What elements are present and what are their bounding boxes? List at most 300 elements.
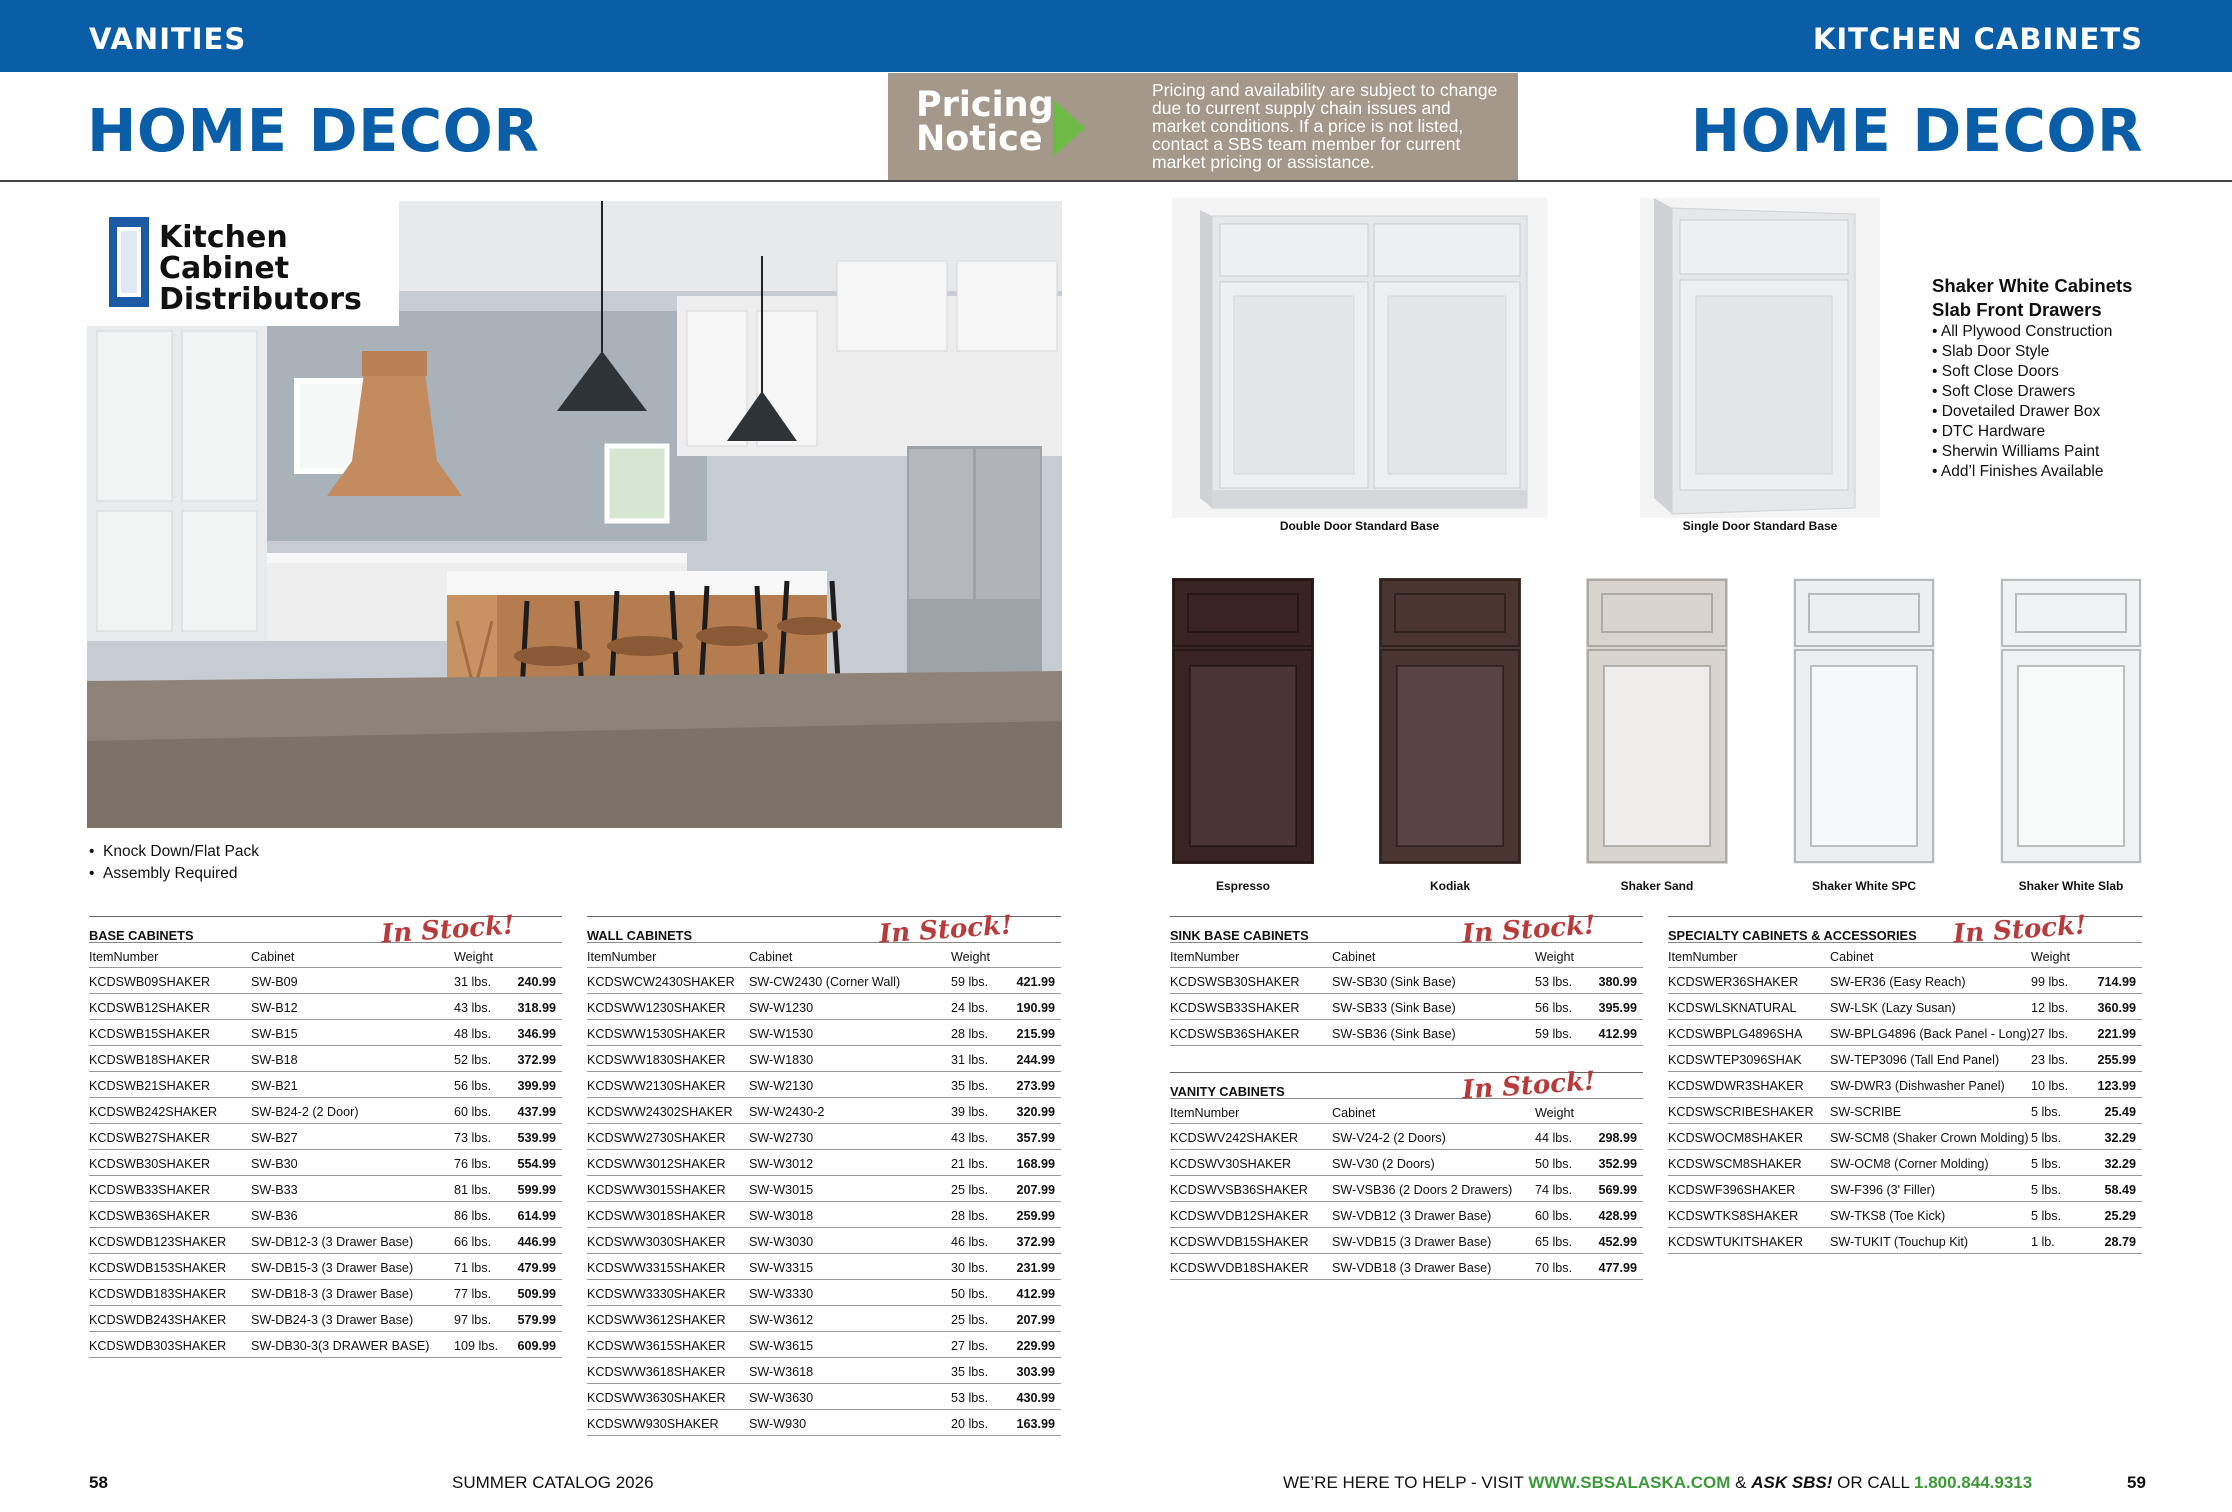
table-row — [89, 1306, 562, 1332]
price: 259.99 — [1016, 1209, 1055, 1223]
finish-swatch-caption: Shaker Sand — [1620, 879, 1694, 893]
table-row — [1668, 968, 2142, 994]
section-label-vanities: VANITIES — [89, 22, 247, 56]
weight: 5 lbs. — [2031, 1209, 2062, 1223]
price: 168.99 — [1016, 1157, 1055, 1171]
price: 569.99 — [1598, 1183, 1637, 1197]
weight: 53 lbs. — [1535, 975, 1573, 989]
page-title-right: HOME DECOR — [1690, 96, 2143, 165]
price: 303.99 — [1016, 1365, 1055, 1379]
table-header-row — [1668, 943, 2142, 968]
arrow-icon — [1053, 99, 1085, 157]
table-row — [89, 1280, 562, 1306]
weight: 59 lbs. — [951, 975, 989, 989]
table-row — [89, 1176, 562, 1202]
cabinet-name: SW-B18 — [251, 1053, 298, 1067]
weight: 44 lbs. — [1535, 1131, 1573, 1145]
column-header-item: ItemNumber — [1170, 1106, 1240, 1120]
finish-swatch-shaker-sand — [1586, 578, 1728, 864]
table-row — [89, 1020, 562, 1046]
item-number: KCDSWV242SHAKER — [1170, 1131, 1299, 1145]
features-title-2: Slab Front Drawers — [1932, 299, 2102, 320]
feature-item: • Add’l Finishes Available — [1932, 463, 2104, 480]
cabinet-name: SW-W1830 — [749, 1053, 814, 1067]
item-number: KCDSWB242SHAKER — [89, 1105, 218, 1119]
weight: 59 lbs. — [1535, 1027, 1573, 1041]
table-row — [587, 1150, 1061, 1176]
column-header-weight: Weight — [1535, 1106, 1574, 1120]
cabinet-name: SW-VSB36 (2 Doors 2 Drawers) — [1332, 1183, 1513, 1197]
weight: 1 lb. — [2031, 1235, 2055, 1249]
table-row — [89, 1072, 562, 1098]
item-number: KCDSWB27SHAKER — [89, 1131, 211, 1145]
cabinet-name: SW-OCM8 (Corner Molding) — [1830, 1157, 1989, 1171]
cabinet-name: SW-TEP3096 (Tall End Panel) — [1830, 1053, 2000, 1067]
header-divider — [0, 180, 2232, 182]
in-stock-label: In Stock! — [878, 910, 1014, 950]
table-row — [1170, 968, 1643, 994]
weight: 86 lbs. — [454, 1209, 492, 1223]
cabinet-name: SW-B15 — [251, 1027, 298, 1041]
table-row — [1668, 1228, 2142, 1254]
in-stock-label: In Stock! — [1952, 910, 2088, 950]
item-number: KCDSWW3630SHAKER — [587, 1391, 726, 1405]
item-number: KCDSWW1830SHAKER — [587, 1053, 726, 1067]
item-number: KCDSWCW2430SHAKER — [587, 975, 735, 989]
footer-phone[interactable]: 1.800.844.9313 — [1914, 1473, 2033, 1492]
table-header-row — [1170, 1099, 1643, 1124]
price: 123.99 — [2097, 1079, 2136, 1093]
table-row — [587, 1202, 1061, 1228]
table-row — [587, 1098, 1061, 1124]
cabinet-name: SW-SB33 (Sink Base) — [1332, 1001, 1456, 1015]
weight: 31 lbs. — [951, 1053, 989, 1067]
finish-swatch-shaker-white-spc — [1793, 578, 1935, 864]
item-number: KCDSWSB30SHAKER — [1170, 975, 1300, 989]
double-door-base-image — [1172, 198, 1547, 518]
price: 207.99 — [1016, 1183, 1055, 1197]
item-number: KCDSWW3618SHAKER — [587, 1365, 726, 1379]
page-title-left: HOME DECOR — [87, 96, 540, 165]
table-row — [1668, 1098, 2142, 1124]
table-header-row — [587, 943, 1061, 968]
column-header-cabinet: Cabinet — [749, 950, 793, 964]
cabinet-name: SW-W3012 — [749, 1157, 814, 1171]
table-row — [587, 1176, 1061, 1202]
price: 452.99 — [1598, 1235, 1637, 1249]
price: 221.99 — [2097, 1027, 2136, 1041]
price: 430.99 — [1016, 1391, 1055, 1405]
item-number: KCDSWW2130SHAKER — [587, 1079, 726, 1093]
table-row — [1668, 1202, 2142, 1228]
weight: 5 lbs. — [2031, 1105, 2062, 1119]
table-row — [89, 1332, 562, 1358]
cabinet-name: SW-W2730 — [749, 1131, 814, 1145]
table-row — [587, 1306, 1061, 1332]
logo-text-line1: Kitchen — [159, 220, 288, 255]
table-row — [89, 1150, 562, 1176]
weight: 97 lbs. — [454, 1313, 492, 1327]
price: 614.99 — [517, 1209, 556, 1223]
price: 320.99 — [1016, 1105, 1055, 1119]
in-stock-label: In Stock! — [1461, 1066, 1597, 1106]
section-label-kitchen-cabinets: KITCHEN CABINETS — [1812, 22, 2143, 56]
cabinet-name: SW-SCRIBE — [1830, 1105, 1902, 1119]
item-number: KCDSWLSKNATURAL — [1668, 1001, 1797, 1015]
double-door-base-caption: Double Door Standard Base — [1279, 519, 1440, 533]
cabinet-name: SW-B36 — [251, 1209, 298, 1223]
price: 32.29 — [2104, 1157, 2136, 1171]
specialty-cabinets-table — [1668, 910, 2142, 1254]
footer-url-link[interactable]: WWW.SBSALASKA.COM — [1528, 1473, 1731, 1492]
photo-note-1: • Knock Down/Flat Pack — [89, 843, 259, 860]
feature-item: • DTC Hardware — [1932, 423, 2046, 440]
feature-item: • Slab Door Style — [1932, 343, 2050, 360]
table-header-row — [89, 943, 562, 968]
cabinet-name: SW-BPLG4896 (Back Panel - Long) — [1830, 1027, 2031, 1041]
price: 207.99 — [1016, 1313, 1055, 1327]
pricing-notice-message: Pricing and availability are subject to change due to current supply chain issues and market conditions. If a price is not listed, contact a SBS team member for current market pricing or assistance. — [1152, 80, 1498, 172]
table-row — [1170, 994, 1643, 1020]
table-row — [1668, 1020, 2142, 1046]
logo-text-line3: Distributors — [159, 282, 362, 317]
single-door-base-image — [1640, 198, 1880, 518]
weight: 77 lbs. — [454, 1287, 492, 1301]
cabinet-name: SW-W3630 — [749, 1391, 814, 1405]
cabinet-name: SW-W1230 — [749, 1001, 814, 1015]
price: 357.99 — [1016, 1131, 1055, 1145]
column-header-weight: Weight — [454, 950, 493, 964]
table-row — [587, 1280, 1061, 1306]
table-row — [89, 994, 562, 1020]
price: 25.29 — [2104, 1209, 2136, 1223]
item-number: KCDSWSB36SHAKER — [1170, 1027, 1300, 1041]
table-row — [587, 994, 1061, 1020]
column-header-weight: Weight — [2031, 950, 2070, 964]
item-number: KCDSWB30SHAKER — [89, 1157, 211, 1171]
finish-swatch-caption: Shaker White SPC — [1811, 879, 1917, 893]
item-number: KCDSWF396SHAKER — [1668, 1183, 1796, 1197]
price: 395.99 — [1598, 1001, 1637, 1015]
item-number: KCDSWB33SHAKER — [89, 1183, 211, 1197]
cabinet-name: SW-DB15-3 (3 Drawer Base) — [251, 1261, 414, 1275]
table-row — [89, 1228, 562, 1254]
cabinet-name: SW-W3612 — [749, 1313, 814, 1327]
item-number: KCDSWDB303SHAKER — [89, 1339, 227, 1353]
catalog-name: SUMMER CATALOG 2026 — [452, 1473, 654, 1492]
weight: 56 lbs. — [454, 1079, 492, 1093]
cabinet-name: SW-W3615 — [749, 1339, 814, 1353]
table-row — [1668, 1124, 2142, 1150]
price: 421.99 — [1016, 975, 1055, 989]
weight: 43 lbs. — [454, 1001, 492, 1015]
price: 163.99 — [1016, 1417, 1055, 1431]
price: 479.99 — [517, 1261, 556, 1275]
feature-item: • Soft Close Drawers — [1932, 383, 2076, 400]
cabinet-name: SW-V30 (2 Doors) — [1332, 1157, 1435, 1171]
table-row — [89, 968, 562, 994]
table-row — [1170, 1020, 1643, 1046]
cabinet-name: SW-TKS8 (Toe Kick) — [1830, 1209, 1946, 1223]
weight: 27 lbs. — [2031, 1027, 2069, 1041]
item-number: KCDSWTKS8SHAKER — [1668, 1209, 1799, 1223]
table-row — [89, 1254, 562, 1280]
weight: 23 lbs. — [2031, 1053, 2069, 1067]
feature-item: • Dovetailed Drawer Box — [1932, 403, 2101, 420]
weight: 35 lbs. — [951, 1079, 989, 1093]
weight: 52 lbs. — [454, 1053, 492, 1067]
table-row — [587, 1228, 1061, 1254]
table-header-row — [1170, 943, 1643, 968]
price: 579.99 — [517, 1313, 556, 1327]
table-row — [1170, 1202, 1643, 1228]
weight: 109 lbs. — [454, 1339, 499, 1353]
price: 437.99 — [517, 1105, 556, 1119]
item-number: KCDSWTEP3096SHAK — [1668, 1053, 1802, 1067]
table-row — [89, 1046, 562, 1072]
base-cabinets-table — [89, 910, 562, 1358]
item-number: KCDSWW3012SHAKER — [587, 1157, 726, 1171]
price: 428.99 — [1598, 1209, 1637, 1223]
item-number: KCDSWW3330SHAKER — [587, 1287, 726, 1301]
price: 380.99 — [1598, 975, 1637, 989]
weight: 50 lbs. — [1535, 1157, 1573, 1171]
item-number: KCDSWW3018SHAKER — [587, 1209, 726, 1223]
page-number-right: 59 — [2127, 1473, 2146, 1492]
price: 509.99 — [517, 1287, 556, 1301]
table-title: BASE CABINETS In Stock! — [89, 916, 562, 943]
price: 412.99 — [1016, 1287, 1055, 1301]
single-door-base-caption: Single Door Standard Base — [1682, 519, 1838, 533]
cabinet-name: SW-B21 — [251, 1079, 298, 1093]
table-row — [1170, 1254, 1643, 1280]
table-row — [587, 1410, 1061, 1436]
weight: 28 lbs. — [951, 1209, 989, 1223]
cabinet-name: SW-B12 — [251, 1001, 298, 1015]
item-number: KCDSWB36SHAKER — [89, 1209, 211, 1223]
price: 244.99 — [1016, 1053, 1055, 1067]
price: 346.99 — [517, 1027, 556, 1041]
price: 32.29 — [2104, 1131, 2136, 1145]
table-row — [587, 1254, 1061, 1280]
weight: 25 lbs. — [951, 1183, 989, 1197]
pricing-notice — [888, 73, 1518, 180]
weight: 60 lbs. — [454, 1105, 492, 1119]
cabinet-name: SW-VDB12 (3 Drawer Base) — [1332, 1209, 1492, 1223]
table-row — [587, 968, 1061, 994]
cabinet-name: SW-B24-2 (2 Door) — [251, 1105, 359, 1119]
weight: 66 lbs. — [454, 1235, 492, 1249]
column-header-cabinet: Cabinet — [251, 950, 295, 964]
table-row — [89, 1124, 562, 1150]
cabinet-name: SW-F396 (3' Filler) — [1830, 1183, 1936, 1197]
cabinet-name: SW-B27 — [251, 1131, 298, 1145]
item-number: KCDSWBPLG4896SHA — [1668, 1027, 1803, 1041]
item-number: KCDSWB18SHAKER — [89, 1053, 211, 1067]
weight: 53 lbs. — [951, 1391, 989, 1405]
weight: 46 lbs. — [951, 1235, 989, 1249]
finish-swatch-kodiak — [1379, 578, 1521, 864]
price: 609.99 — [517, 1339, 556, 1353]
item-number: KCDSWDB153SHAKER — [89, 1261, 227, 1275]
cabinet-name: SW-W2130 — [749, 1079, 814, 1093]
weight: 60 lbs. — [1535, 1209, 1573, 1223]
cabinet-name: SW-DB18-3 (3 Drawer Base) — [251, 1287, 414, 1301]
item-number: KCDSWDB123SHAKER — [89, 1235, 227, 1249]
weight: 48 lbs. — [454, 1027, 492, 1041]
column-header-weight: Weight — [1535, 950, 1574, 964]
cabinet-name: SW-W930 — [749, 1417, 807, 1431]
feature-item: • Soft Close Doors — [1932, 363, 2059, 380]
table-row — [1668, 1176, 2142, 1202]
column-header-cabinet: Cabinet — [1830, 950, 1874, 964]
weight: 31 lbs. — [454, 975, 492, 989]
weight: 43 lbs. — [951, 1131, 989, 1145]
vanity-cabinets-table — [1170, 1066, 1643, 1280]
table-row — [587, 1046, 1061, 1072]
weight: 50 lbs. — [951, 1287, 989, 1301]
item-number: KCDSWW3612SHAKER — [587, 1313, 726, 1327]
weight: 12 lbs. — [2031, 1001, 2069, 1015]
price: 412.99 — [1598, 1027, 1637, 1041]
item-number: KCDSWV30SHAKER — [1170, 1157, 1292, 1171]
weight: 39 lbs. — [951, 1105, 989, 1119]
cabinet-name: SW-VDB18 (3 Drawer Base) — [1332, 1261, 1492, 1275]
finish-swatch-espresso — [1172, 578, 1314, 864]
price: 298.99 — [1598, 1131, 1637, 1145]
weight: 28 lbs. — [951, 1027, 989, 1041]
item-number: KCDSWW2730SHAKER — [587, 1131, 726, 1145]
item-number: KCDSWSCM8SHAKER — [1668, 1157, 1802, 1171]
item-number: KCDSWSB33SHAKER — [1170, 1001, 1300, 1015]
page-number-left: 58 — [89, 1473, 108, 1492]
table-row — [89, 1202, 562, 1228]
item-number: KCDSWW3015SHAKER — [587, 1183, 726, 1197]
price: 229.99 — [1016, 1339, 1055, 1353]
item-number: KCDSWVSB36SHAKER — [1170, 1183, 1308, 1197]
table-row — [1170, 1176, 1643, 1202]
table-row — [1170, 1124, 1643, 1150]
weight: 5 lbs. — [2031, 1131, 2062, 1145]
cabinet-name: SW-V24-2 (2 Doors) — [1332, 1131, 1446, 1145]
table-row — [587, 1124, 1061, 1150]
column-header-item: ItemNumber — [587, 950, 657, 964]
item-number: KCDSWVDB12SHAKER — [1170, 1209, 1309, 1223]
item-number: KCDSWW3615SHAKER — [587, 1339, 726, 1353]
item-number: KCDSWVDB15SHAKER — [1170, 1235, 1309, 1249]
top-banner — [0, 0, 2232, 72]
cabinet-name: SW-W3618 — [749, 1365, 814, 1379]
item-number: KCDSWDB243SHAKER — [89, 1313, 227, 1327]
weight: 35 lbs. — [951, 1365, 989, 1379]
table-row — [1668, 1150, 2142, 1176]
finish-swatch-shaker-white-slab — [2000, 578, 2142, 864]
item-number: KCDSWSCRIBESHAKER — [1668, 1105, 1814, 1119]
features-title-1: Shaker White Cabinets — [1932, 275, 2133, 296]
in-stock-label: In Stock! — [1461, 910, 1597, 950]
finish-swatch-caption: Kodiak — [1429, 879, 1470, 893]
table-title: VANITY CABINETS In Stock! — [1170, 1072, 1643, 1099]
price: 215.99 — [1016, 1027, 1055, 1041]
photo-note-2: • Assembly Required — [89, 865, 238, 882]
cabinet-name: SW-TUKIT (Touchup Kit) — [1830, 1235, 1969, 1249]
features-list — [1932, 322, 2132, 482]
price: 372.99 — [1016, 1235, 1055, 1249]
item-number: KCDSWW24302SHAKER — [587, 1105, 733, 1119]
price: 58.49 — [2104, 1183, 2136, 1197]
cabinet-name: SW-B33 — [251, 1183, 298, 1197]
item-number: KCDSWDB183SHAKER — [89, 1287, 227, 1301]
table-row — [89, 1098, 562, 1124]
table-row — [1668, 1072, 2142, 1098]
price: 273.99 — [1016, 1079, 1055, 1093]
feature-item: • Sherwin Williams Paint — [1932, 443, 2100, 460]
table-row — [1668, 1046, 2142, 1072]
item-number: KCDSWDWR3SHAKER — [1668, 1079, 1804, 1093]
price: 399.99 — [517, 1079, 556, 1093]
item-number: KCDSWW1530SHAKER — [587, 1027, 726, 1041]
weight: 27 lbs. — [951, 1339, 989, 1353]
item-number: KCDSWW1230SHAKER — [587, 1001, 726, 1015]
price: 231.99 — [1016, 1261, 1055, 1275]
cabinet-name: SW-DWR3 (Dishwasher Panel) — [1830, 1079, 2005, 1093]
wall-cabinets-table — [587, 910, 1061, 1436]
table-row — [1170, 1150, 1643, 1176]
column-header-item: ItemNumber — [89, 950, 159, 964]
column-header-item: ItemNumber — [1668, 950, 1738, 964]
cabinet-name: SW-B09 — [251, 975, 298, 989]
weight: 20 lbs. — [951, 1417, 989, 1431]
cabinet-name: SW-DB24-3 (3 Drawer Base) — [251, 1313, 414, 1327]
sink-base-cabinets-table — [1170, 910, 1643, 1046]
price: 318.99 — [517, 1001, 556, 1015]
weight: 24 lbs. — [951, 1001, 989, 1015]
cabinet-name: SW-W3030 — [749, 1235, 814, 1249]
weight: 71 lbs. — [454, 1261, 492, 1275]
item-number: KCDSWB15SHAKER — [89, 1027, 211, 1041]
price: 352.99 — [1598, 1157, 1637, 1171]
table-row — [587, 1020, 1061, 1046]
price: 240.99 — [517, 975, 556, 989]
cabinet-name: SW-VDB15 (3 Drawer Base) — [1332, 1235, 1492, 1249]
item-number: KCDSWOCM8SHAKER — [1668, 1131, 1804, 1145]
cabinet-name: SW-DB30-3(3 DRAWER BASE) — [251, 1339, 430, 1353]
item-number: KCDSWB21SHAKER — [89, 1079, 211, 1093]
weight: 65 lbs. — [1535, 1235, 1573, 1249]
table-row — [1170, 1228, 1643, 1254]
table-row — [587, 1332, 1061, 1358]
cabinet-name: SW-B30 — [251, 1157, 298, 1171]
weight: 21 lbs. — [951, 1157, 989, 1171]
weight: 81 lbs. — [454, 1183, 492, 1197]
weight: 76 lbs. — [454, 1157, 492, 1171]
table-row — [587, 1358, 1061, 1384]
table-title: SPECIALTY CABINETS & ACCESSORIES In Stock! — [1668, 916, 2142, 943]
cabinet-name: SW-W3315 — [749, 1261, 814, 1275]
cabinet-name: SW-W3018 — [749, 1209, 814, 1223]
item-number: KCDSWER36SHAKER — [1668, 975, 1799, 989]
column-header-cabinet: Cabinet — [1332, 950, 1376, 964]
price: 360.99 — [2097, 1001, 2136, 1015]
item-number: KCDSWW3030SHAKER — [587, 1235, 726, 1249]
price: 477.99 — [1598, 1261, 1637, 1275]
item-number: KCDSWB12SHAKER — [89, 1001, 211, 1015]
cabinet-name: SW-DB12-3 (3 Drawer Base) — [251, 1235, 414, 1249]
price: 599.99 — [517, 1183, 556, 1197]
weight: 74 lbs. — [1535, 1183, 1573, 1197]
table-title: SINK BASE CABINETS In Stock! — [1170, 916, 1643, 943]
price: 554.99 — [517, 1157, 556, 1171]
